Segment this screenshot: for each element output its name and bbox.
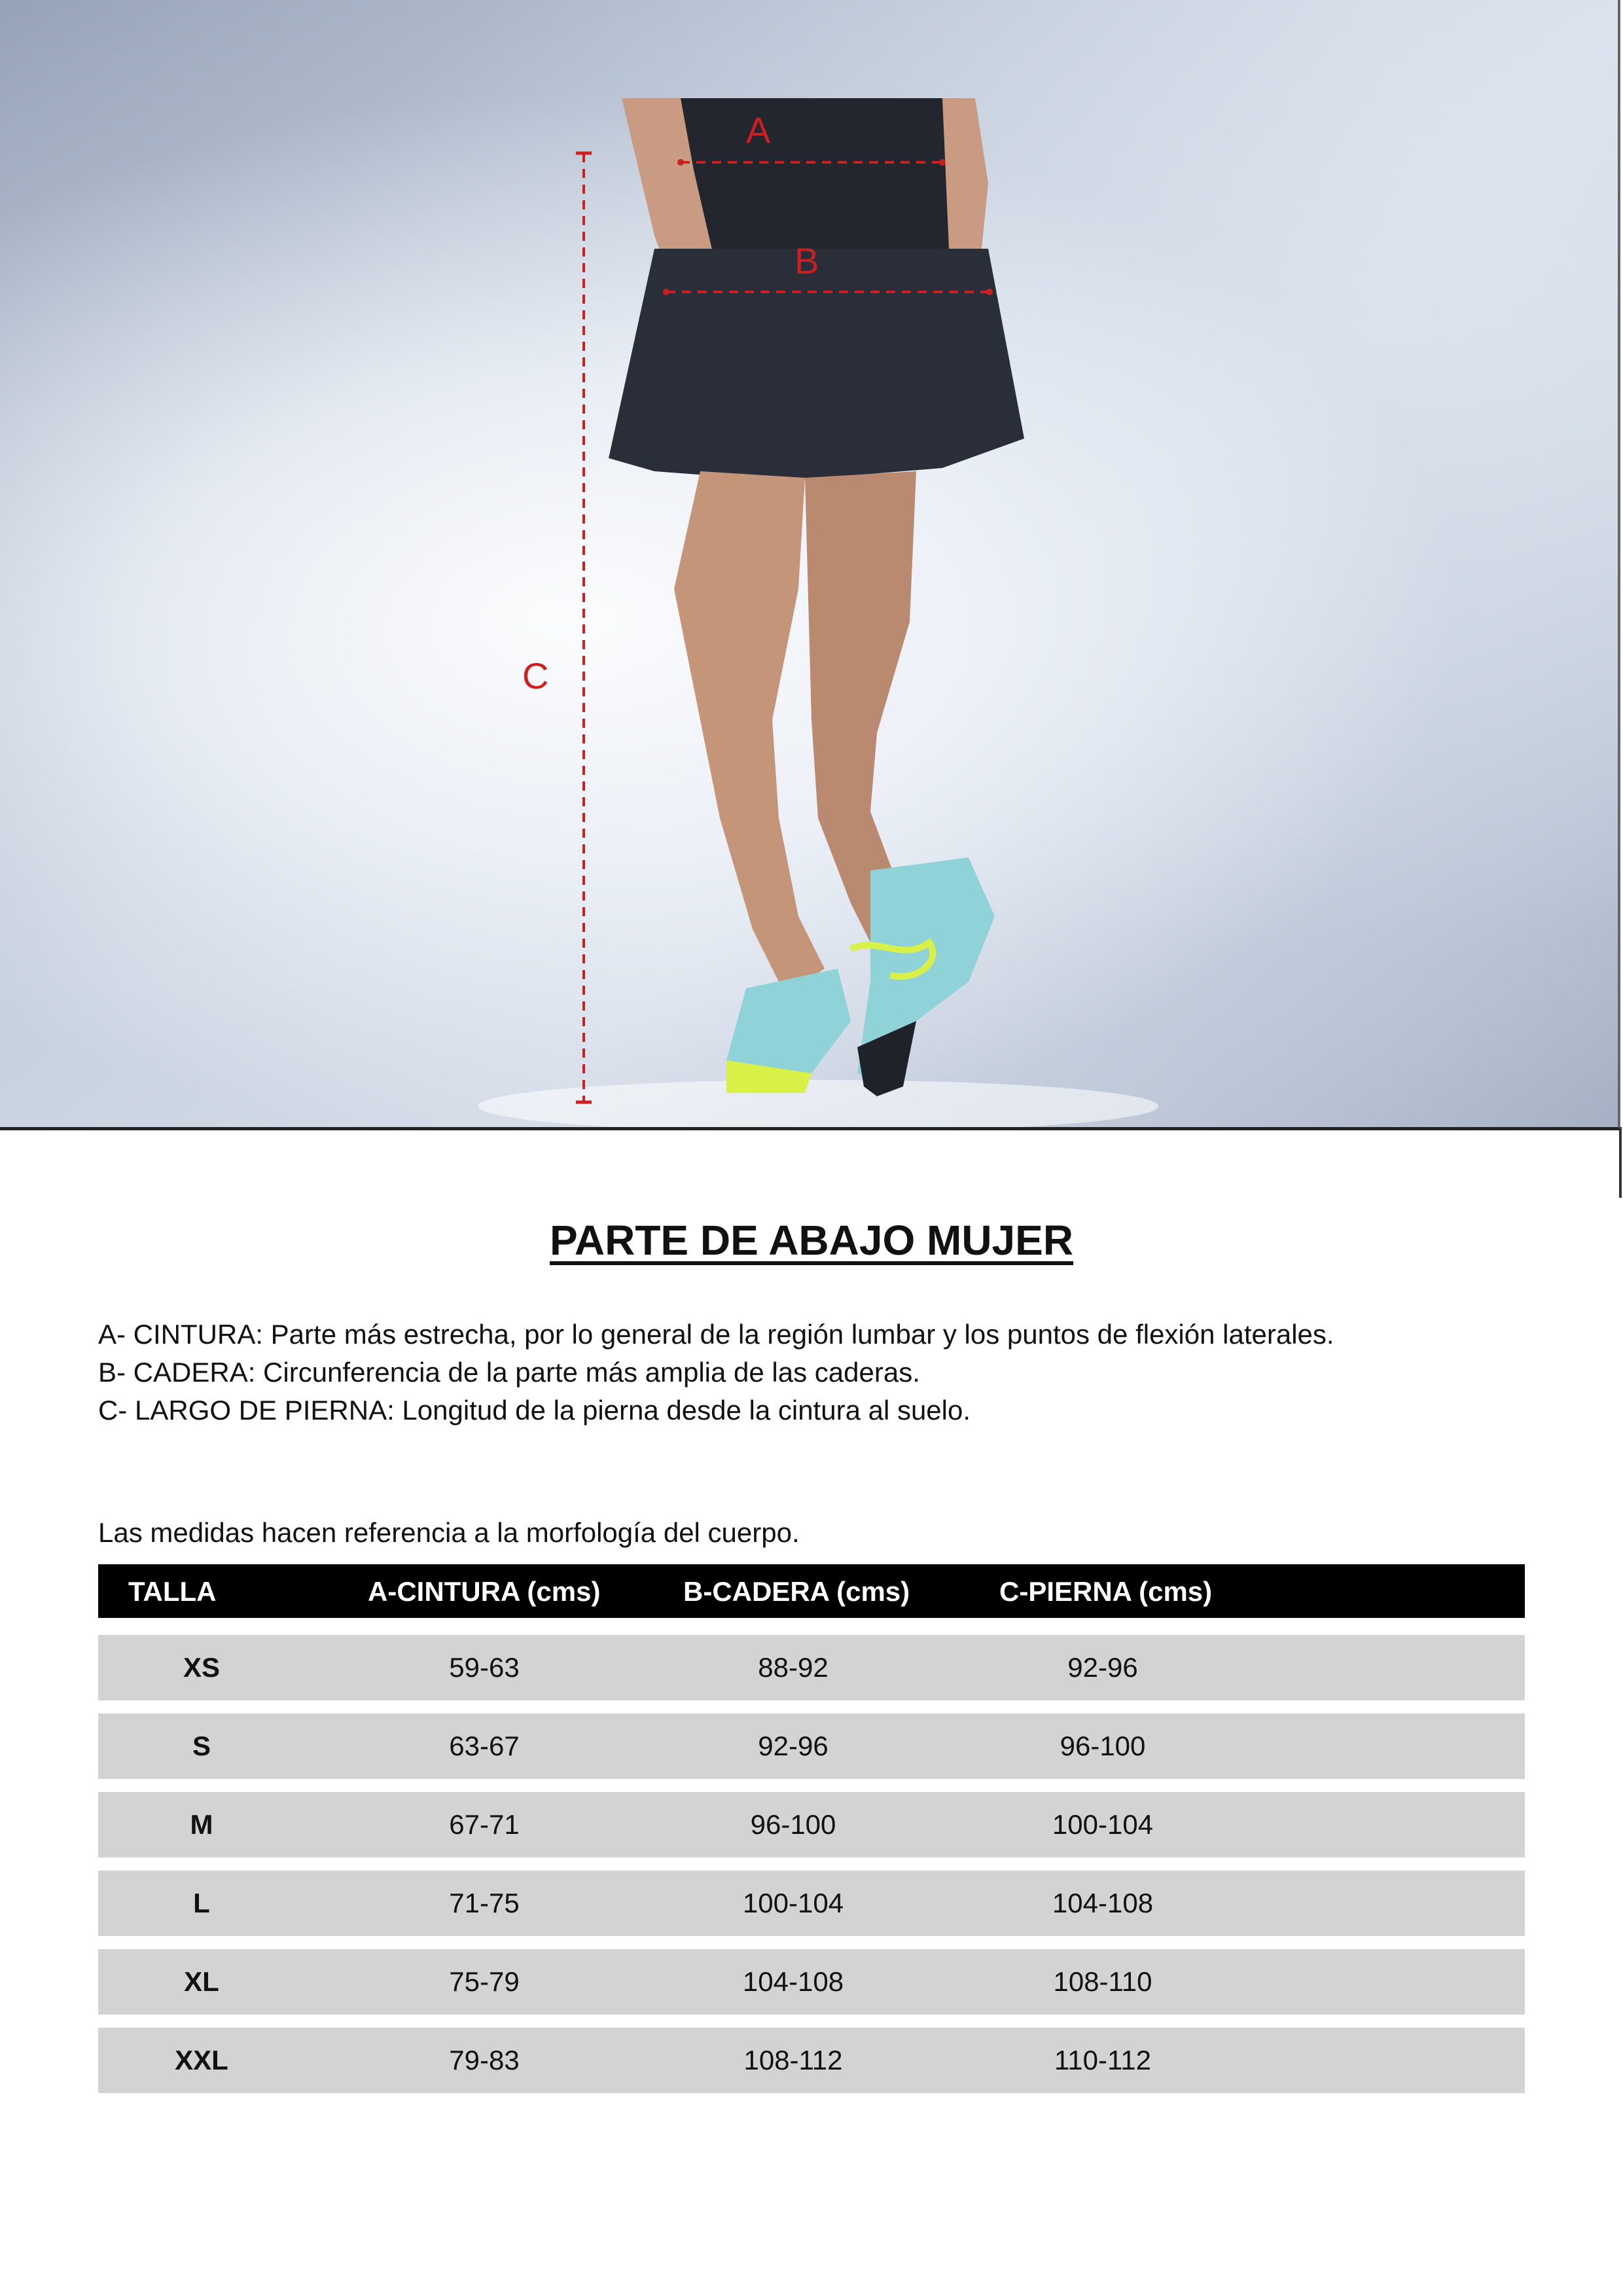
leg-cell: 96-100 [1060,1731,1146,1761]
definition-c: C- LARGO DE PIERNA: Longitud de la pierna desde la cintura al suelo. [98,1395,971,1426]
waist-cell: 75-79 [449,1966,520,1997]
header-cintura: A-CINTURA (cms) [368,1576,601,1607]
size-table [98,1564,1525,2093]
size-cell: M [190,1809,213,1840]
definition-b: B- CADERA: Circunferencia de la parte más amplia de las caderas. [98,1357,920,1388]
border-line [1619,1127,1622,1198]
hip-cell: 108-112 [743,2045,843,2075]
waist-cell: 59-63 [449,1652,520,1683]
header-cadera: B-CADERA (cms) [683,1576,910,1607]
leg-cell: 92-96 [1067,1652,1138,1683]
size-cell: S [192,1731,211,1761]
measure-label-c: C [522,655,549,696]
hip-cell: 88-92 [758,1652,829,1683]
hip-cell: 96-100 [750,1809,836,1840]
table-header [98,1564,1525,1618]
page-title: PARTE DE ABAJO MUJER [549,1217,1074,1264]
definitions-list [98,1316,1334,1429]
measure-label-b: B [794,240,819,281]
table-row [98,1635,1525,1700]
measure-label-a: A [746,109,771,151]
definition-a: A- CINTURA: Parte más estrecha, por lo general de la región lumbar y los puntos de flexión laterales. [98,1319,1334,1350]
leg-cell: 104-108 [1052,1888,1154,1918]
product-photo [0,0,1620,1130]
table-row [98,1792,1525,1857]
hip-cell: 104-108 [742,1966,844,1997]
leg-cell: 110-112 [1054,2045,1151,2075]
hip-cell: 92-96 [758,1731,829,1761]
waist-cell: 63-67 [449,1731,520,1761]
size-cell: L [193,1888,210,1918]
table-row [98,1713,1525,1779]
leg-cell: 100-104 [1052,1809,1154,1840]
size-cell: XL [184,1966,219,1997]
model-figure [0,0,1620,1127]
waist-cell: 67-71 [449,1809,520,1840]
measurement-note: Las medidas hacen referencia a la morfología del cuerpo. [98,1517,800,1548]
size-cell: XXL [175,2045,228,2075]
hip-cell: 100-104 [742,1888,844,1918]
waist-cell: 79-83 [449,2045,520,2075]
leg-cell: 108-110 [1053,1966,1152,1997]
header-talla: TALLA [128,1576,217,1607]
size-cell: XS [183,1652,221,1683]
waist-cell: 71-75 [449,1888,520,1918]
table-row [98,2028,1525,2093]
header-pierna: C-PIERNA (cms) [999,1576,1213,1607]
table-row [98,1949,1525,2015]
table-row [98,1871,1525,1936]
